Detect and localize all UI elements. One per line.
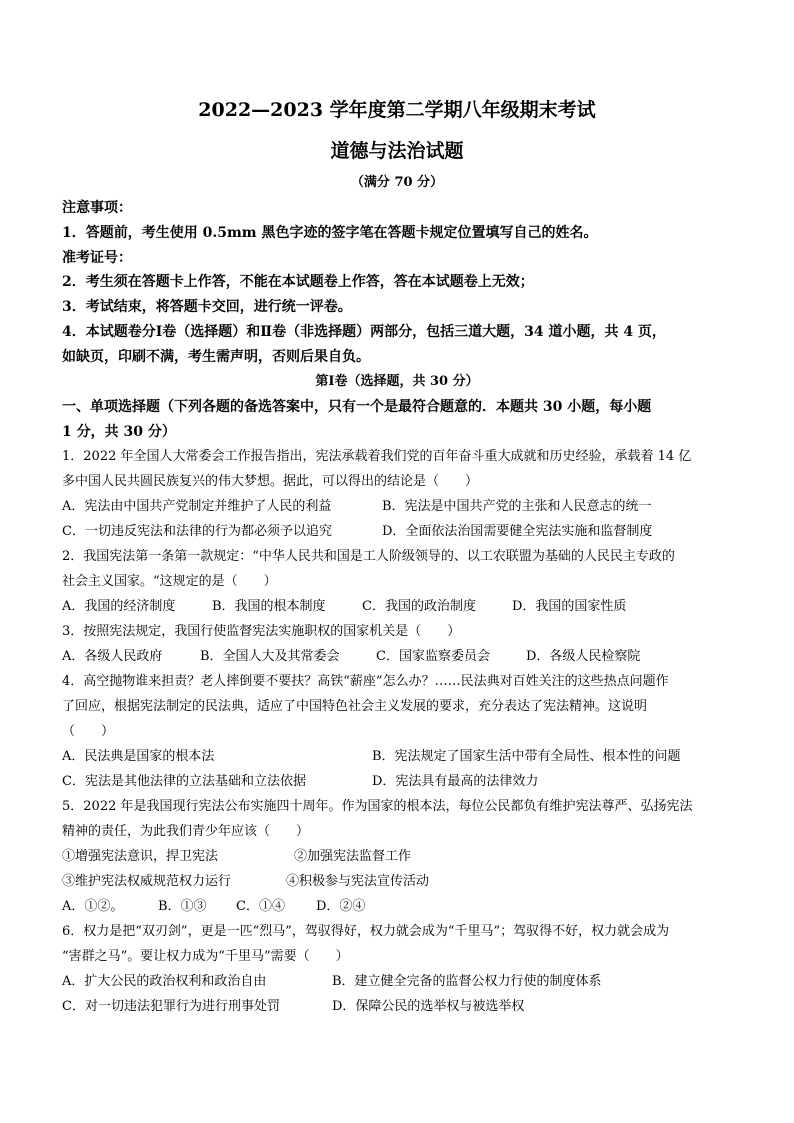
q3-stem: 3．按照宪法规定，我国行使监督宪法实施职权的国家机关是（ ） bbox=[62, 624, 461, 639]
q2-stem-1: 2．我国宪法第一条第一款规定：“中华人民共和国是工人阶级领导的、以工农联盟为基础的人民民主专政的 bbox=[62, 549, 675, 564]
q6-stem-2: “害群之马”。要让权力成为“千里马”需要（ ） bbox=[62, 949, 349, 964]
q5-statement-3: ③维护宪法权威规范权力运行 bbox=[62, 874, 232, 889]
note-1: 1．答题前，考生使用 0.5mm 黑色字迹的签字笔在答题卡规定位置填写自己的姓名。 bbox=[62, 225, 598, 241]
q3-option-c: C．国家监察委员会 bbox=[376, 649, 490, 664]
q4-option-d: D．宪法具有最高的法律效力 bbox=[372, 774, 539, 789]
q4-stem-2: 了回应，根据宪法制定的民法典，适应了中国特色社会主义发展的要求，充分表达了宪法精神。这说明 bbox=[62, 699, 648, 714]
q4-stem-1: 4．高空抛物谁来担责？老人摔倒要不要扶？高铁“薪座”怎么办？……民法典对百姓关注的这些热点问题作 bbox=[62, 674, 669, 689]
note-3: 3．考试结束，将答题卡交回，进行统一评卷。 bbox=[62, 299, 352, 315]
admission-number-label: 准考证号： bbox=[62, 250, 132, 266]
q6-option-b: B．建立健全完备的监督公权力行使的制度体系 bbox=[332, 974, 602, 989]
q5-option-a: A．①②。 bbox=[62, 899, 124, 914]
q5-statement-1: ①增强宪法意识，捍卫宪法 bbox=[62, 849, 219, 864]
q2-option-c: C．我国的政治制度 bbox=[362, 599, 476, 614]
exam-subtitle: 道德与法治试题 bbox=[330, 140, 464, 162]
q5-stem-2: 精神的责任，为此我们青少年应该（ ） bbox=[62, 824, 310, 839]
q2-option-b: B．我国的根本制度 bbox=[212, 599, 326, 614]
q4-stem-3: （ ） bbox=[62, 724, 115, 739]
q2-option-d: D．我国的国家性质 bbox=[512, 599, 627, 614]
q1-option-b: B．宪法是中国共产党的主张和人民意志的统一 bbox=[382, 499, 652, 514]
q5-stem-1: 5．2022 年是我国现行宪法公布实施四十周年。作为国家的根本法，每位公民都负有维护宪法尊严、弘扬宪法 bbox=[62, 799, 693, 814]
q6-option-c: C．对一切违法犯罪行为进行刑事处罚 bbox=[62, 999, 280, 1014]
q5-option-b: B．①③ bbox=[158, 899, 207, 914]
note-2: 2．考生须在答题卡上作答，不能在本试题卷上作答，答在本试题卷上无效； bbox=[62, 274, 534, 290]
q3-option-d: D．各级人民检察院 bbox=[526, 649, 641, 664]
q1-stem-1: 1．2022 年全国人大常委会工作报告指出，宪法承载着我们党的百年奋斗重大成就和历史经验，承载着 14 亿 bbox=[62, 449, 692, 464]
q1-option-d: D．全面依法治国需要健全宪法实施和监督制度 bbox=[382, 524, 653, 539]
q4-option-b: B．宪法规定了国家生活中带有全局性、根本性的问题 bbox=[372, 749, 681, 764]
q6-option-d: D．保障公民的选举权与被选举权 bbox=[332, 999, 525, 1014]
q3-option-a: A．各级人民政府 bbox=[62, 649, 163, 664]
notes-heading: 注意事项： bbox=[62, 200, 132, 216]
section1-instruction-2: 1 分，共 30 分） bbox=[62, 424, 176, 440]
q1-stem-2: 多中国人民共圆民族复兴的伟大梦想。据此，可以得出的结论是（ ） bbox=[62, 474, 479, 489]
q5-statement-4: ④积极参与宪法宣传活动 bbox=[286, 874, 430, 889]
note-4-line-2: 如缺页，印刷不满，考生需声明，否则后果自负。 bbox=[62, 349, 370, 365]
q2-stem-2: 社会主义国家。“这规定的是（ ） bbox=[62, 574, 277, 589]
q6-option-a: A．扩大公民的政治权利和政治自由 bbox=[62, 974, 267, 989]
q1-option-c: C．一切违反宪法和法律的行为都必须予以追究 bbox=[62, 524, 332, 539]
q4-option-a: A．民法典是国家的根本法 bbox=[62, 749, 215, 764]
q4-option-c: C．宪法是其他法律的立法基础和立法依据 bbox=[62, 774, 306, 789]
part1-title: 第Ⅰ卷（选择题，共 30 分） bbox=[315, 374, 479, 389]
section1-instruction-1: 一、单项选择题（下列各题的备选答案中，只有一个是最符合题意的．本题共 30 小题，每小题 bbox=[62, 399, 652, 415]
q5-statement-2: ②加强宪法监督工作 bbox=[294, 849, 412, 864]
q3-option-b: B．全国人大及其常委会 bbox=[200, 649, 340, 664]
q5-option-d: D．②④ bbox=[316, 899, 366, 914]
full-score: （满分 70 分） bbox=[350, 175, 444, 190]
q6-stem-1: 6．权力是把“双刃剑”，更是一匹“烈马”，驾驭得好，权力就会成为“千里马”；驾驭得不好，权力就会成为 bbox=[62, 924, 670, 939]
q1-option-a: A．宪法由中国共产党制定并维护了人民的利益 bbox=[62, 499, 332, 514]
q5-option-c: C．①④ bbox=[236, 899, 285, 914]
note-4-line-1: 4．本试题卷分Ⅰ卷（选择题）和Ⅱ卷（非选择题）两部分，包括三道大题，34 道小题，共 4 页， bbox=[62, 324, 666, 340]
exam-title: 2022—2023 学年度第二学期八年级期末考试 bbox=[198, 99, 596, 121]
q2-option-a: A．我国的经济制度 bbox=[62, 599, 176, 614]
